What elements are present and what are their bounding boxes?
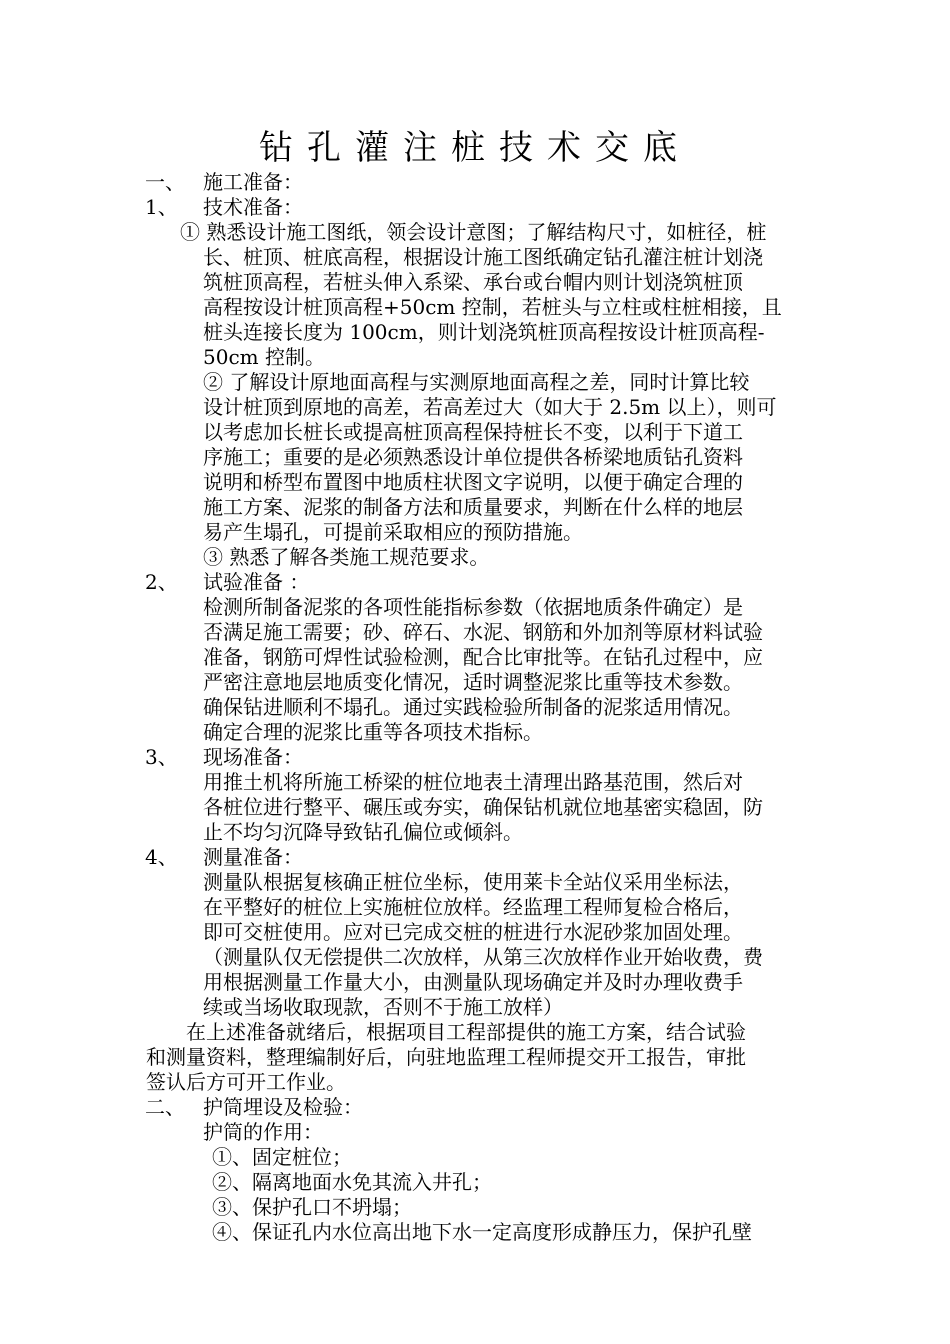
paragraph-line: 长、桩顶、桩底高程，根据设计施工图纸确定钻孔灌注桩计划浇 (203, 245, 763, 269)
list-item: ③、保护孔口不坍塌； (212, 1195, 412, 1219)
paragraph-line: 施工方案、泥浆的制备方法和质量要求，判断在什么样的地层 (203, 495, 743, 519)
paragraph-line: 在平整好的桩位上实施桩位放样。经监理工程师复检合格后， (203, 895, 743, 919)
subsection-number: 3、 (145, 745, 178, 769)
paragraph-line: （测量队仅无偿提供二次放样，从第三次放样作业开始收费，费 (203, 945, 763, 969)
paragraph-line: 检测所制备泥浆的各项性能指标参数（依据地质条件确定）是 (203, 595, 743, 619)
paragraph-line: 以考虑加长桩长或提高桩顶高程保持桩长不变，以利于下道工 (203, 420, 743, 444)
list-item: ②、隔离地面水免其流入井孔； (212, 1170, 492, 1194)
section-number: 二、 (145, 1095, 185, 1119)
subsection-label: 技术准备： (203, 195, 303, 219)
paragraph-line: 序施工；重要的是必须熟悉设计单位提供各桥梁地质钻孔资料 (203, 445, 743, 469)
paragraph-line: 否满足施工需要；砂、碎石、水泥、钢筋和外加剂等原材料试验 (203, 620, 763, 644)
paragraph-line: 设计桩顶到原地的高差，若高差过大（如大于 2.5m 以上），则可 (203, 395, 777, 419)
section-label: 护筒埋设及检验： (203, 1095, 363, 1119)
paragraph-line: 说明和桥型布置图中地质柱状图文字说明，以便于确定合理的 (203, 470, 743, 494)
paragraph-line: 和测量资料，整理编制好后，向驻地监理工程师提交开工报告，审批 (146, 1045, 746, 1069)
section-label: 施工准备： (203, 170, 303, 194)
document-title: 钻孔灌注桩技术交底 (259, 128, 691, 168)
paragraph-line: 易产生塌孔，可提前采取相应的预防措施。 (203, 520, 583, 544)
list-item: ①、固定桩位； (212, 1145, 352, 1169)
paragraph-line: 在上述准备就绪后，根据项目工程部提供的施工方案，结合试验 (186, 1020, 746, 1044)
paragraph-line: 桩头连接长度为 100cm，则计划浇筑桩顶高程按设计桩顶高程- (203, 320, 765, 344)
subsection-number: 1、 (145, 195, 178, 219)
paragraph-line: 高程按设计桩顶高程+50cm 控制，若桩头与立柱或柱桩相接，且 (203, 295, 782, 319)
paragraph-line: ③ 熟悉了解各类施工规范要求。 (203, 545, 490, 569)
subsection-label: 测量准备： (203, 845, 303, 869)
paragraph-line: 测量队根据复核确正桩位坐标，使用莱卡全站仪采用坐标法， (203, 870, 743, 894)
paragraph-line: 用推土机将所施工桥梁的桩位地表土清理出路基范围，然后对 (203, 770, 743, 794)
subsection-number: 2、 (145, 570, 178, 594)
paragraph-line: 即可交桩使用。应对已完成交桩的桩进行水泥砂浆加固处理。 (203, 920, 743, 944)
list-item: ④、保证孔内水位高出地下水一定高度形成静压力，保护孔壁 (212, 1220, 752, 1244)
paragraph-line: 止不均匀沉降导致钻孔偏位或倾斜。 (203, 820, 523, 844)
paragraph-line: ① 熟悉设计施工图纸，领会设计意图；了解结构尺寸，如桩径，桩 (180, 220, 767, 244)
paragraph-line: 准备，钢筋可焊性试验检测，配合比审批等。在钻孔过程中，应 (203, 645, 763, 669)
paragraph-line: 确保钻进顺利不塌孔。通过实践检验所制备的泥浆适用情况。 (203, 695, 743, 719)
paragraph-line: 续或当场收取现款，否则不于施工放样） (203, 995, 563, 1019)
paragraph-line: 用根据测量工作量大小，由测量队现场确定并及时办理收费手 (203, 970, 743, 994)
paragraph-line: 50cm 控制。 (203, 345, 325, 369)
paragraph-line: 各桩位进行整平、碾压或夯实，确保钻机就位地基密实稳固，防 (203, 795, 763, 819)
subsection-number: 4、 (145, 845, 178, 869)
subsection-label: 试验准备 ： (203, 570, 310, 594)
paragraph-line: 严密注意地层地质变化情况，适时调整泥浆比重等技术参数。 (203, 670, 743, 694)
section-number: 一、 (145, 170, 185, 194)
paragraph-line: 签认后方可开工作业。 (146, 1070, 346, 1094)
subsection-label: 现场准备： (203, 745, 303, 769)
paragraph-line: 确定合理的泥浆比重等各项技术指标。 (203, 720, 543, 744)
paragraph-line: 筑桩顶高程，若桩头伸入系梁、承台或台帽内则计划浇筑桩顶 (203, 270, 743, 294)
paragraph-line: ② 了解设计原地面高程与实测原地面高程之差，同时计算比较 (203, 370, 750, 394)
paragraph-line: 护筒的作用： (203, 1120, 323, 1144)
